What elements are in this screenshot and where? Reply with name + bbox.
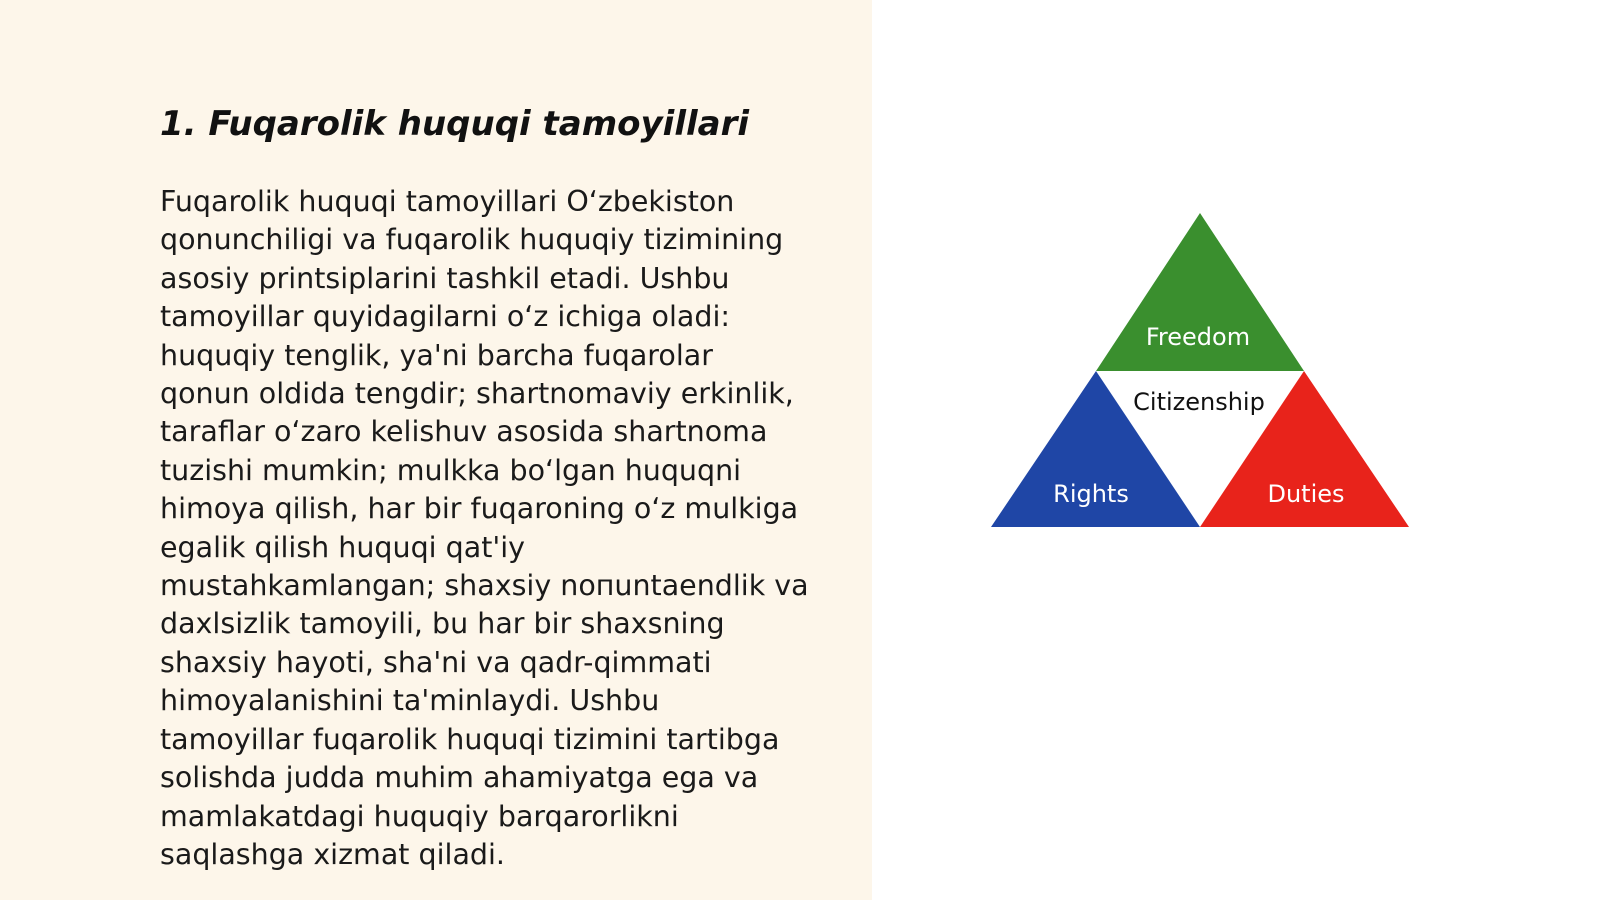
body-line: daxlsizlik tamoyili, bu har bir shaxsning xyxy=(160,607,725,641)
body-line: himoyalanishini ta'minlaydi. Ushbu xyxy=(160,684,660,718)
body-line: egalik qilish huquqi qat'iy xyxy=(160,530,526,564)
body-line: asosiy printsiplarini tashkil etadi. Ushbu xyxy=(160,261,730,295)
body-line: tamoyillar quyidagilarni oʻz ichiga oladi: xyxy=(160,300,730,334)
citizenship-triangle-diagram xyxy=(985,205,1415,530)
body-line: tamoyillar fuqarolik huquqi tizimini tartibga xyxy=(160,722,780,756)
freedom-label: Freedom xyxy=(1145,323,1251,351)
duties-label: Duties xyxy=(1267,480,1345,508)
body-line: qonun oldida tengdir; shartnomaviy erkinlik, xyxy=(160,377,794,411)
body-line: shaxsiy hayoti, sha'ni va qadr-qimmati xyxy=(160,645,712,679)
body-line: tuzishi mumkin; mulkka boʻlgan huquqni xyxy=(160,453,742,487)
body-line: solishda judda muhim ahamiyatga ega va xyxy=(160,761,759,795)
body-line: mustahkamlangan; shaxsiy noпuntaendlik va xyxy=(160,569,809,603)
body-line: qonunchiligi va fuqarolik huquqiy tizimining xyxy=(160,223,784,257)
slide-title: 1. Fuqarolik huquqi tamoyillari xyxy=(160,104,750,144)
slide-body-text xyxy=(160,183,850,874)
body-line: taraflar oʻzaro kelishuv asosida shartnoma xyxy=(160,415,768,449)
body-line: mamlakatdagi huquqiy barqarorlikni xyxy=(160,799,679,833)
rights-label: Rights xyxy=(1053,480,1129,508)
body-line: himoya qilish, har bir fuqaroning oʻz mulkiga xyxy=(160,492,799,526)
body-line: Fuqarolik huquqi tamoyillari Oʻzbekiston xyxy=(160,185,735,218)
citizenship-label: Citizenship xyxy=(1133,388,1265,416)
body-line: saqlashga xizmat qiladi. xyxy=(160,837,505,871)
body-line: huquqiy tenglik, ya'ni barcha fuqarolar xyxy=(160,338,713,372)
